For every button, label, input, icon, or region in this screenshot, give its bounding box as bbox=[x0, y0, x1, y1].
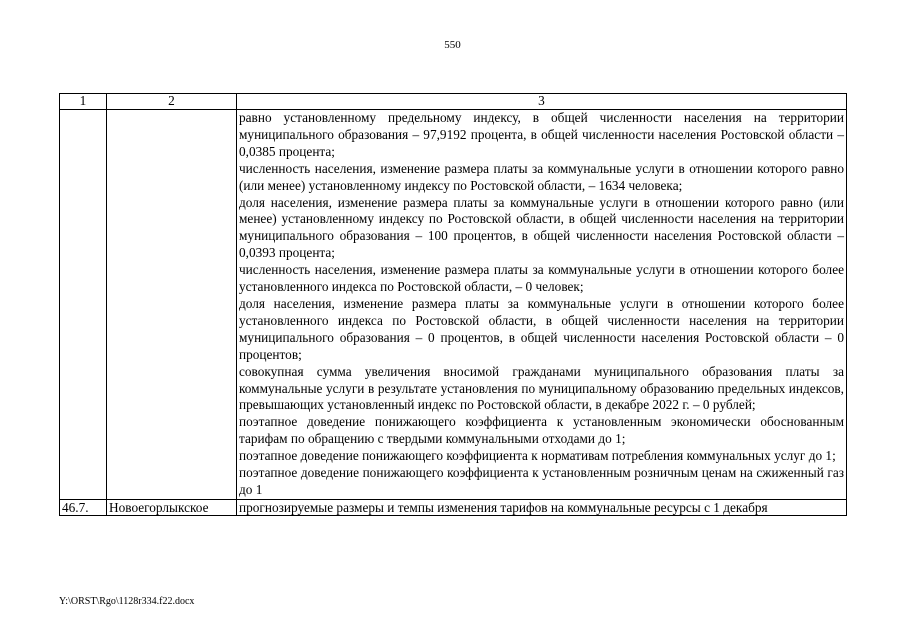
municipality-cell bbox=[107, 110, 237, 500]
paragraph: поэтапное доведение понижающего коэффициента к нормативам потребления коммунальных услуг до 1; bbox=[239, 448, 836, 464]
paragraph: численность населения, изменение размера платы за коммунальные услуги в отношении которого более установленного индекса по Ростовской области, – 0 человек; bbox=[239, 262, 844, 295]
paragraph: совокупная сумма увеличения вносимой гражданами муниципального образования платы за коммунальные услуги в результате установления по муниципальному образованию предельных индексов, превышающих установленный индекс по Ростовской области, в декабре 2022 г. – 0 рублей; bbox=[239, 363, 844, 413]
description-cell bbox=[237, 110, 847, 500]
description-cell bbox=[237, 499, 847, 515]
row-number-cell bbox=[60, 110, 107, 500]
table-header-row bbox=[60, 94, 847, 110]
header-col-2: 2 bbox=[107, 94, 237, 110]
paragraph: равно установленному предельному индексу, в общей численности населения на территории муниципального образования – 97,9192 процента, в общей численности населения Ростовской области – 0,0385 процента; bbox=[239, 110, 844, 159]
page-number: 550 bbox=[444, 39, 461, 51]
header-col-1: 1 bbox=[60, 94, 107, 110]
municipality-cell: Новоегорлыкское bbox=[107, 499, 237, 515]
paragraph: доля населения, изменение размера платы за коммунальные услуги в отношении которого равно (или менее) установленному индексу по Ростовской области, в общей численности населения на территории муниципального образования – 100 процентов, в общей численности населения Ростовской области – 0,0393 процента; bbox=[239, 194, 844, 261]
table-row bbox=[60, 499, 847, 515]
paragraph: численность населения, изменение размера платы за коммунальные услуги в отношении которого равно (или менее) установленному индексу по Ростовской области, – 1634 человека; bbox=[239, 160, 844, 193]
footer-file-path: Y:\ORST\Rgo\1128r334.f22.docx bbox=[59, 596, 195, 607]
paragraph: поэтапное доведение понижающего коэффициента к установленным розничным ценам на сжиженный газ до 1 bbox=[239, 465, 844, 497]
paragraph: доля населения, изменение размера платы за коммунальные услуги в отношении которого более установленного индекса по Ростовской области, в общей численности населения на территории муниципального образования – 0 процентов, в общей численности населения Ростовской области – 0 процентов; bbox=[239, 295, 844, 362]
row-number-cell: 46.7. bbox=[60, 499, 107, 515]
document-table bbox=[59, 93, 847, 516]
paragraph: поэтапное доведение понижающего коэффициента к установленным экономически обоснованным тарифам по обращению с твердыми коммунальными отходами до 1; bbox=[239, 414, 844, 447]
table-row bbox=[60, 110, 847, 500]
paragraph: прогнозируемые размеры и темпы изменения тарифов на коммунальные ресурсы с 1 декабря bbox=[239, 499, 768, 515]
header-col-3: 3 bbox=[237, 94, 847, 110]
